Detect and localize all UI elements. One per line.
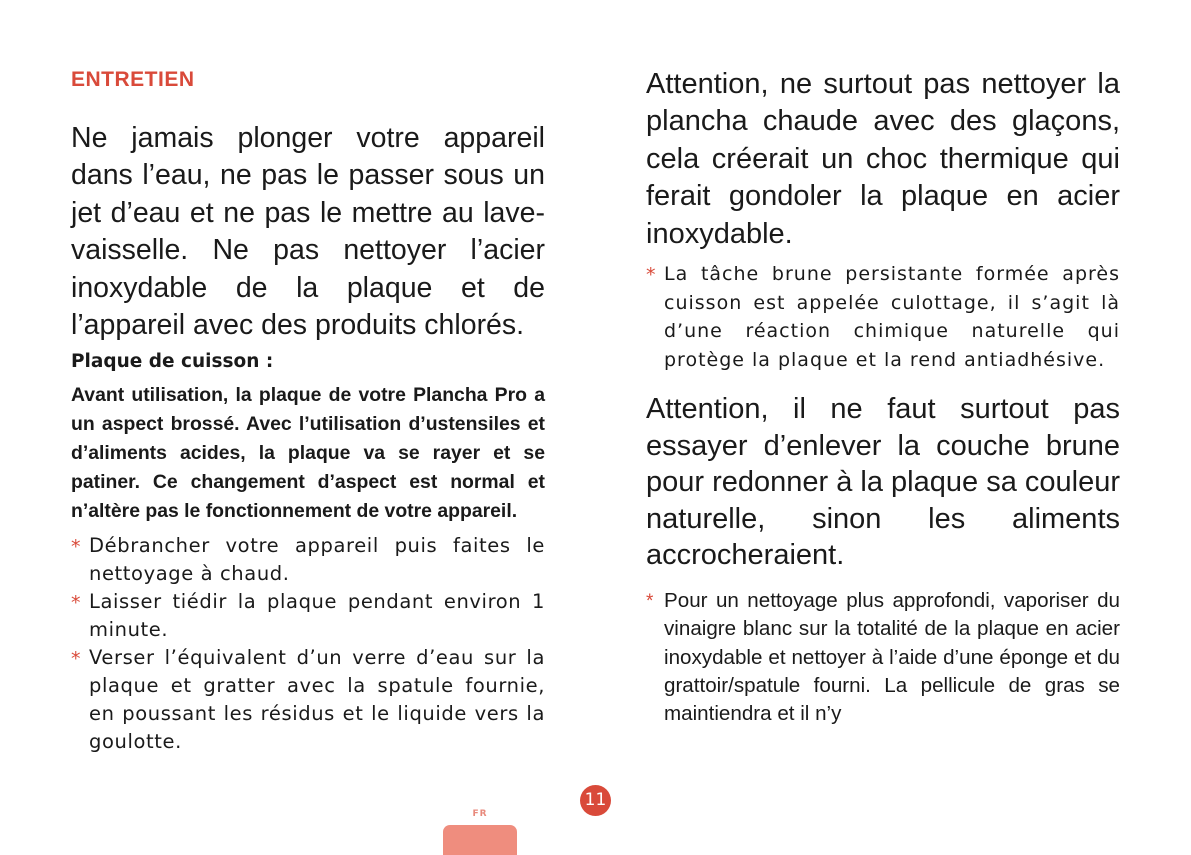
list-item-text: Débrancher votre appareil puis faites le nettoyage à chaud. [89, 534, 545, 585]
lead-paragraph-left: Ne jamais plonger votre appareil dans l’eau, ne pas le passer sous un jet d’eau et ne pas le mettre au lave-vaisselle. Ne pas nettoyer l’acier inoxydable de la plaque et de l’appareil avec des produits chlorés. [71, 122, 545, 342]
page-number-badge: 11 [580, 785, 611, 816]
deep-cleaning-note [646, 587, 1120, 727]
list-item-text: Pour un nettoyage plus approfondi, vaporiser du vinaigre blanc sur la totalité de la plaque en acier inoxydable et nettoyer à l’aide d’une éponge et du grattoir/spatule fourni. La pellicule de gras se maintiendra et il n’y [664, 589, 1120, 726]
cleaning-steps-list [71, 532, 545, 756]
language-tab [443, 825, 517, 855]
list-item [71, 588, 545, 644]
asterisk-bullet-icon: * [71, 592, 81, 614]
list-item-text: Laisser tiédir la plaque pendant environ 1 minute. [89, 590, 545, 641]
asterisk-bullet-icon: * [71, 648, 81, 670]
list-item [71, 532, 545, 588]
sub-heading: Plaque de cuisson : [71, 351, 274, 372]
asterisk-bullet-icon: * [646, 591, 654, 612]
warning-paragraph-ice: Attention, ne surtout pas nettoyer la plancha chaude avec des glaçons, cela créerait un choc thermique qui ferait gondoler la plaque en acier inoxydable. [646, 68, 1120, 250]
asterisk-bullet-icon: * [646, 264, 656, 286]
culottage-note [646, 260, 1120, 374]
section-title: ENTRETIEN [71, 68, 195, 91]
list-item-text: Verser l’équivalent d’un verre d’eau sur la plaque et gratter avec la spatule fournie, en poussant les résidus et le liquide vers la goulotte. [89, 646, 545, 753]
language-label: FR [472, 809, 488, 819]
warning-paragraph-brown-layer: Attention, il ne faut surtout pas essayer d’enlever la couche brune pour redonner à la plaque sa couleur naturelle, sinon les aliments accrocheraient. [646, 393, 1120, 572]
sub-heading-text: Avant utilisation, la plaque de votre Plancha Pro a un aspect brossé. Avec l’utilisation d’ustensiles et d’aliments acides, la plaque va se rayer et se patiner. Ce changement d’aspect est normal et n’altère pas le fonctionnement de votre appareil. [71, 384, 545, 522]
list-item [71, 644, 545, 756]
list-item-text: La tâche brune persistante formée après cuisson est appelée culottage, il s’agit là d’une réaction chimique naturelle qui protège la plaque et la rend antiadhésive. [664, 263, 1120, 371]
asterisk-bullet-icon: * [71, 536, 81, 558]
list-item [646, 587, 1120, 727]
list-item [646, 260, 1120, 374]
